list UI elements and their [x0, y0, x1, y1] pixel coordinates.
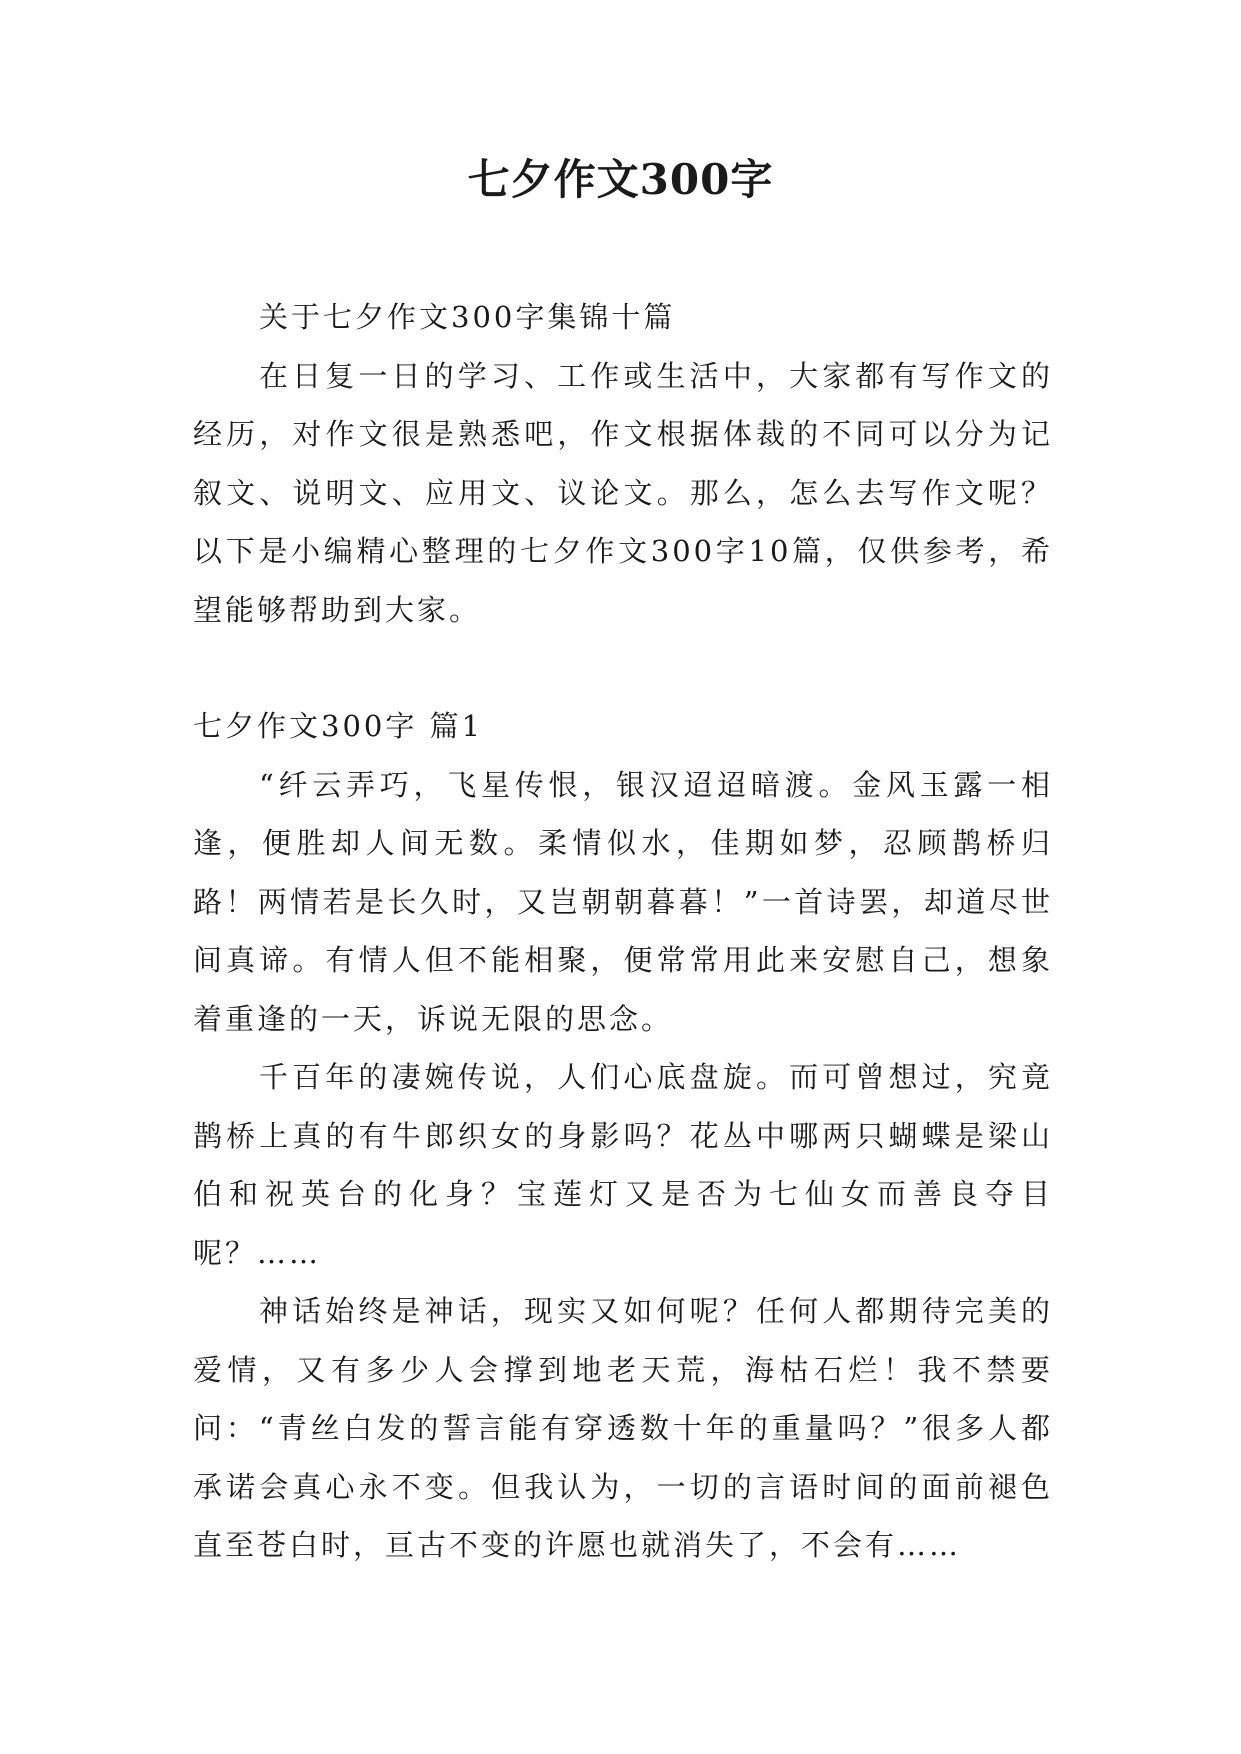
- document-body: [193, 288, 1053, 1575]
- intro-heading: 关于七夕作文300字集锦十篇: [259, 300, 676, 334]
- section-paragraph-1: “纤云弄巧，飞星传恨，银汉迢迢暗渡。金风玉露一相逢，便胜却人间无数。柔情似水，佳期如梦，忍顾鹊桥归路！两情若是长久时，又岂朝朝暮暮！”一首诗罢，却道尽世间真谛。有情人但不能相聚，便常常用此来安慰自己，想象着重逢的一天，诉说无限的思念。: [193, 767, 1053, 1036]
- document-title: 七夕作文300字: [467, 155, 774, 204]
- section-heading: 七夕作文300字 篇1: [193, 709, 484, 743]
- intro-paragraph: 在日复一日的学习、工作或生活中，大家都有写作文的经历，对作文很是熟悉吧，作文根据体裁的不同可以分为记叙文、说明文、应用文、议论文。那么，怎么去写作文呢？以下是小编精心整理的七夕作文300字10篇，仅供参考，希望能够帮助到大家。: [193, 358, 1053, 627]
- section-paragraph-3: 神话始终是神话，现实又如何呢？任何人都期待完美的爱情，又有多少人会撑到地老天荒，海枯石烂！我不禁要问：“青丝白发的誓言能有穿透数十年的重量吗？”很多人都承诺会真心永不变。但我认为，一切的言语时间的面前褪色直至苍白时，亘古不变的许愿也就消失了，不会有……: [193, 1294, 1053, 1562]
- section-paragraph-2: 千百年的凄婉传说，人们心底盘旋。而可曾想过，究竟鹊桥上真的有牛郎织女的身影吗？花丛中哪两只蝴蝶是梁山伯和祝英台的化身？宝莲灯又是否为七仙女而善良夺目呢？……: [193, 1060, 1053, 1270]
